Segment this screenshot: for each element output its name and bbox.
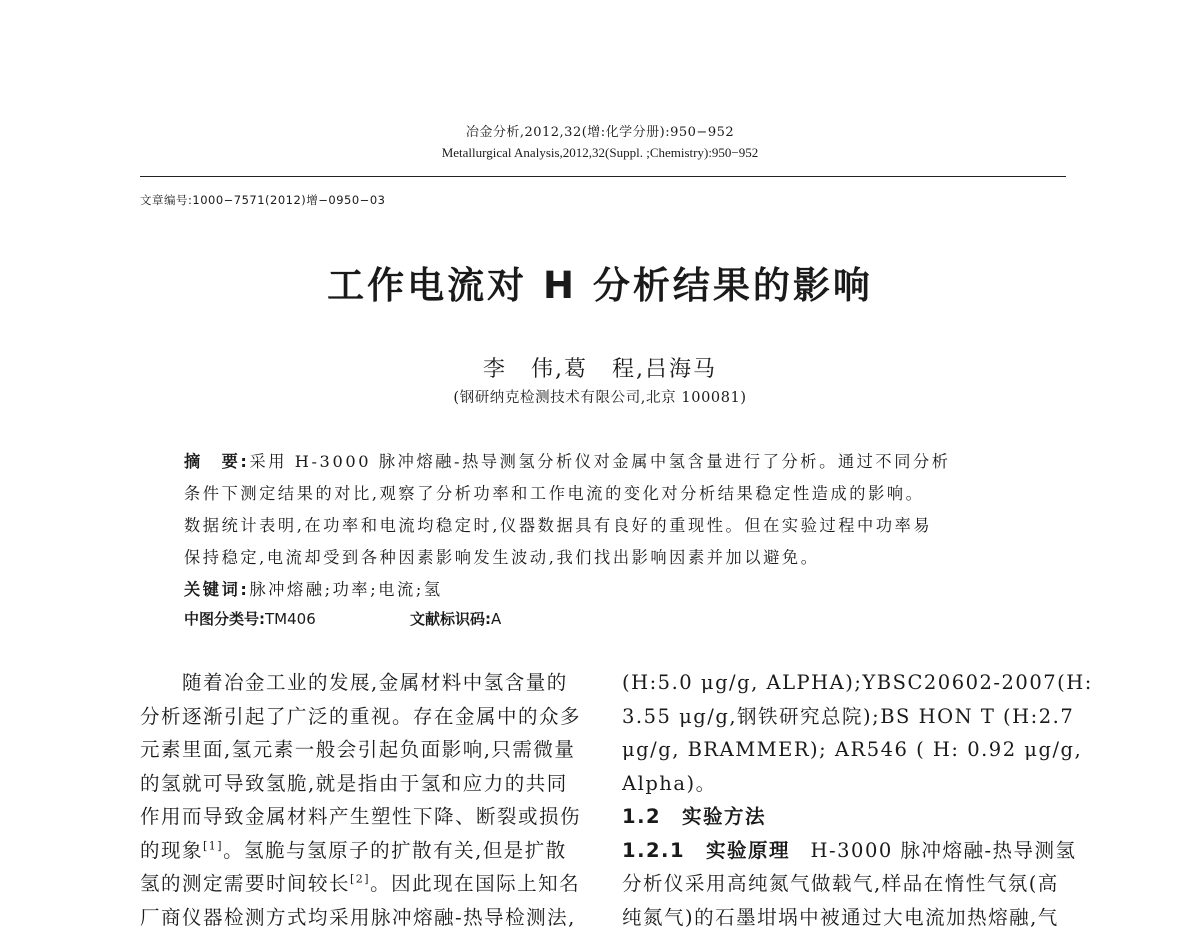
article-number: 文章编号:1000−7571(2012)增−0950−03 <box>140 192 385 208</box>
affiliation: (钢研纳克检测技术有限公司,北京 100081) <box>0 386 1200 407</box>
body-line: Alpha)。 <box>622 767 1067 801</box>
citation-ref: [1] <box>203 839 223 852</box>
body-line: 分析仪采用高纯氮气做载气,样品在惰性气氛(高 <box>622 867 1067 901</box>
body-line: 元素里面,氢元素一般会引起负面影响,只需微量 <box>140 733 580 767</box>
body-line: μg/g, BRAMMER); AR546 ( H: 0.92 μg/g, <box>622 733 1067 767</box>
body-column-right <box>622 666 1067 934</box>
section-heading: 1.2 实验方法 <box>622 800 1067 834</box>
body-line: 厂商仪器检测方式均采用脉冲熔融-热导检测法, <box>140 901 580 934</box>
body-line: 随着冶金工业的发展,金属材料中氢含量的 <box>140 666 580 700</box>
clc-number: 中图分类号:TM406 <box>184 608 316 629</box>
body-line: 氢的测定需要时间较长[2]。因此现在国际上知名 <box>140 867 580 901</box>
author-list: 李 伟,葛 程,吕海马 <box>0 352 1200 383</box>
abstract-line: 保持稳定,电流却受到各种因素影响发生波动,我们找出影响因素并加以避免。 <box>184 542 1024 574</box>
header-rule <box>140 176 1066 177</box>
document-code: 文献标识码:A <box>410 608 501 629</box>
body-column-left <box>140 666 580 934</box>
subsection-heading: 1.2.1 实验原理 <box>622 839 790 862</box>
body-line: (H:5.0 μg/g, ALPHA);YBSC20602-2007(H: <box>622 666 1067 700</box>
body-line: 分析逐渐引起了广泛的重视。存在金属中的众多 <box>140 700 580 734</box>
body-line: 的氢就可导致氢脆,就是指由于氢和应力的共同 <box>140 767 580 801</box>
abstract-line: 摘 要:采用 H-3000 脉冲熔融-热导测氢分析仪对金属中氢含量进行了分析。通过不同分析 <box>184 446 1024 478</box>
body-line: 的现象[1]。氢脆与氢原子的扩散有关,但是扩散 <box>140 834 580 868</box>
journal-citation-cn: 冶金分析,2012,32(增:化学分册):950−952 <box>0 121 1200 140</box>
body-line: 纯氮气)的石墨坩埚中被通过大电流加热熔融,气 <box>622 901 1067 934</box>
abstract-line: 条件下测定结果的对比,观察了分析功率和工作电流的变化对分析结果稳定性造成的影响。 <box>184 478 1024 510</box>
body-line: 作用而导致金属材料产生塑性下降、断裂或损伤 <box>140 800 580 834</box>
body-line: 1.2.1 实验原理 H-3000 脉冲熔融-热导测氢 <box>622 834 1067 868</box>
citation-ref: [2] <box>350 873 370 886</box>
abstract-line: 数据统计表明,在功率和电流均稳定时,仪器数据具有良好的重现性。但在实验过程中功率易 <box>184 510 1024 542</box>
paper-title: 工作电流对 H 分析结果的影响 <box>0 255 1200 309</box>
abstract-label: 摘 要: <box>184 452 249 471</box>
body-line: 3.55 μg/g,钢铁研究总院);BS HON T (H:2.7 <box>622 700 1067 734</box>
keywords-line <box>184 574 1024 606</box>
keywords-text: 脉冲熔融;功率;电流;氢 <box>249 580 442 599</box>
keywords-label: 关键词: <box>184 580 249 599</box>
journal-citation-en: Metallurgical Analysis,2012,32(Suppl. ;Chemistry):950−952 <box>0 145 1200 161</box>
abstract-block <box>184 446 1024 606</box>
